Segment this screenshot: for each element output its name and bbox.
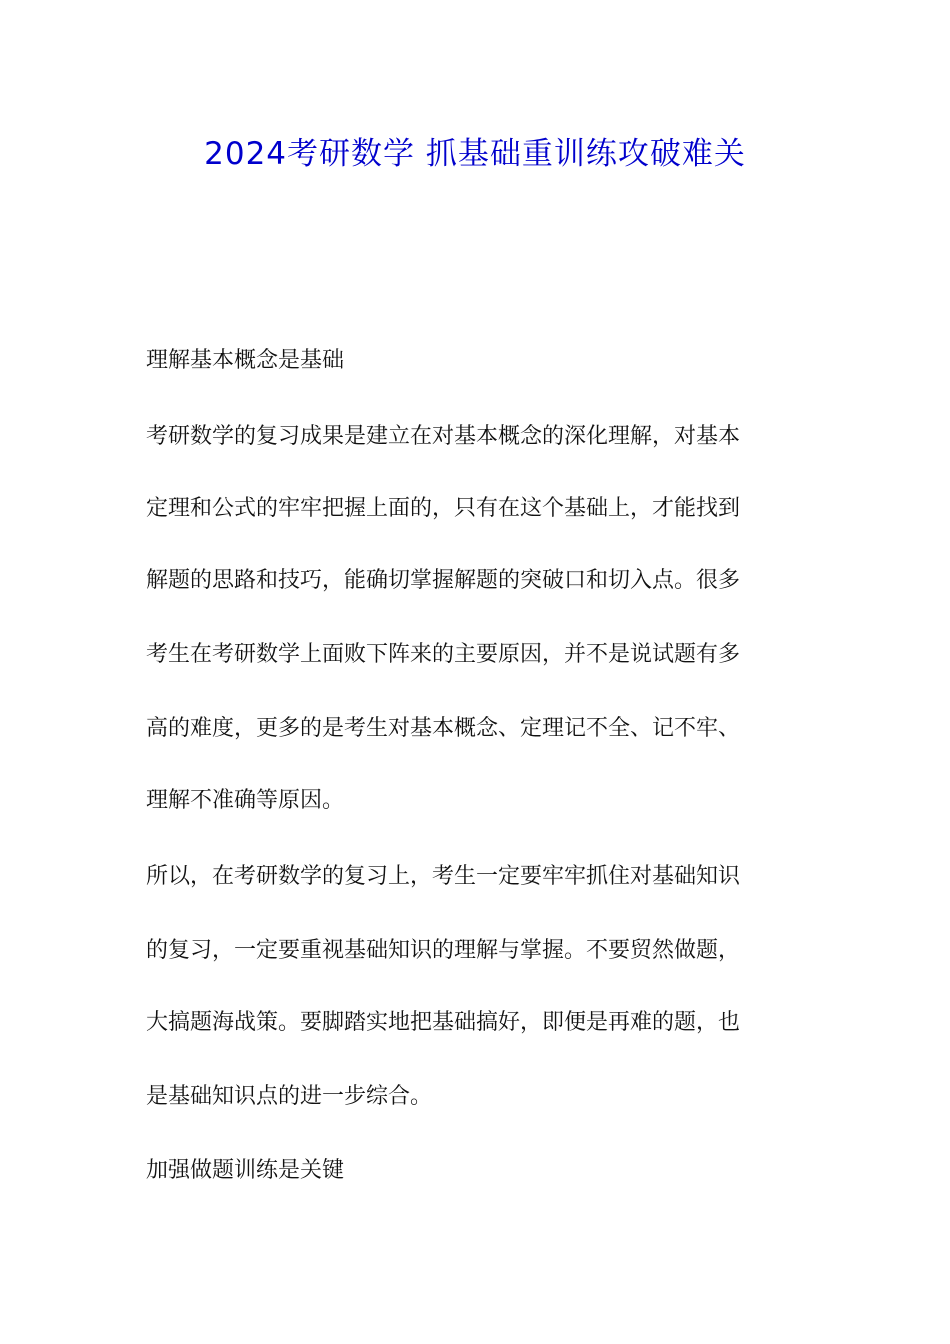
paragraph-line: 的复习，一定要重视基础知识的理解与掌握。不要贸然做题， bbox=[146, 938, 741, 963]
paragraph-line: 所以，在考研数学的复习上，考生一定要牢牢抓住对基础知识 bbox=[146, 864, 741, 889]
section-heading-practice: 加强做题训练是关键 bbox=[146, 1158, 345, 1183]
paragraph-line: 考生在考研数学上面败下阵来的主要原因，并不是说试题有多 bbox=[146, 642, 741, 667]
paragraph-line: 定理和公式的牢牢把握上面的，只有在这个基础上，才能找到 bbox=[146, 496, 741, 521]
paragraph-line: 解题的思路和技巧，能确切掌握解题的突破口和切入点。很多 bbox=[146, 568, 741, 593]
document-title: 2024考研数学 抓基础重训练攻破难关 bbox=[204, 136, 746, 172]
section-heading-basics: 理解基本概念是基础 bbox=[146, 348, 345, 373]
paragraph-line: 大搞题海战策。要脚踏实地把基础搞好，即便是再难的题，也 bbox=[146, 1010, 741, 1035]
paragraph-line: 考研数学的复习成果是建立在对基本概念的深化理解，对基本 bbox=[146, 424, 741, 449]
paragraph-line: 是基础知识点的进一步综合。 bbox=[146, 1084, 433, 1109]
paragraph-line: 理解不准确等原因。 bbox=[146, 788, 345, 813]
paragraph-line: 高的难度，更多的是考生对基本概念、定理记不全、记不牢、 bbox=[146, 716, 741, 741]
